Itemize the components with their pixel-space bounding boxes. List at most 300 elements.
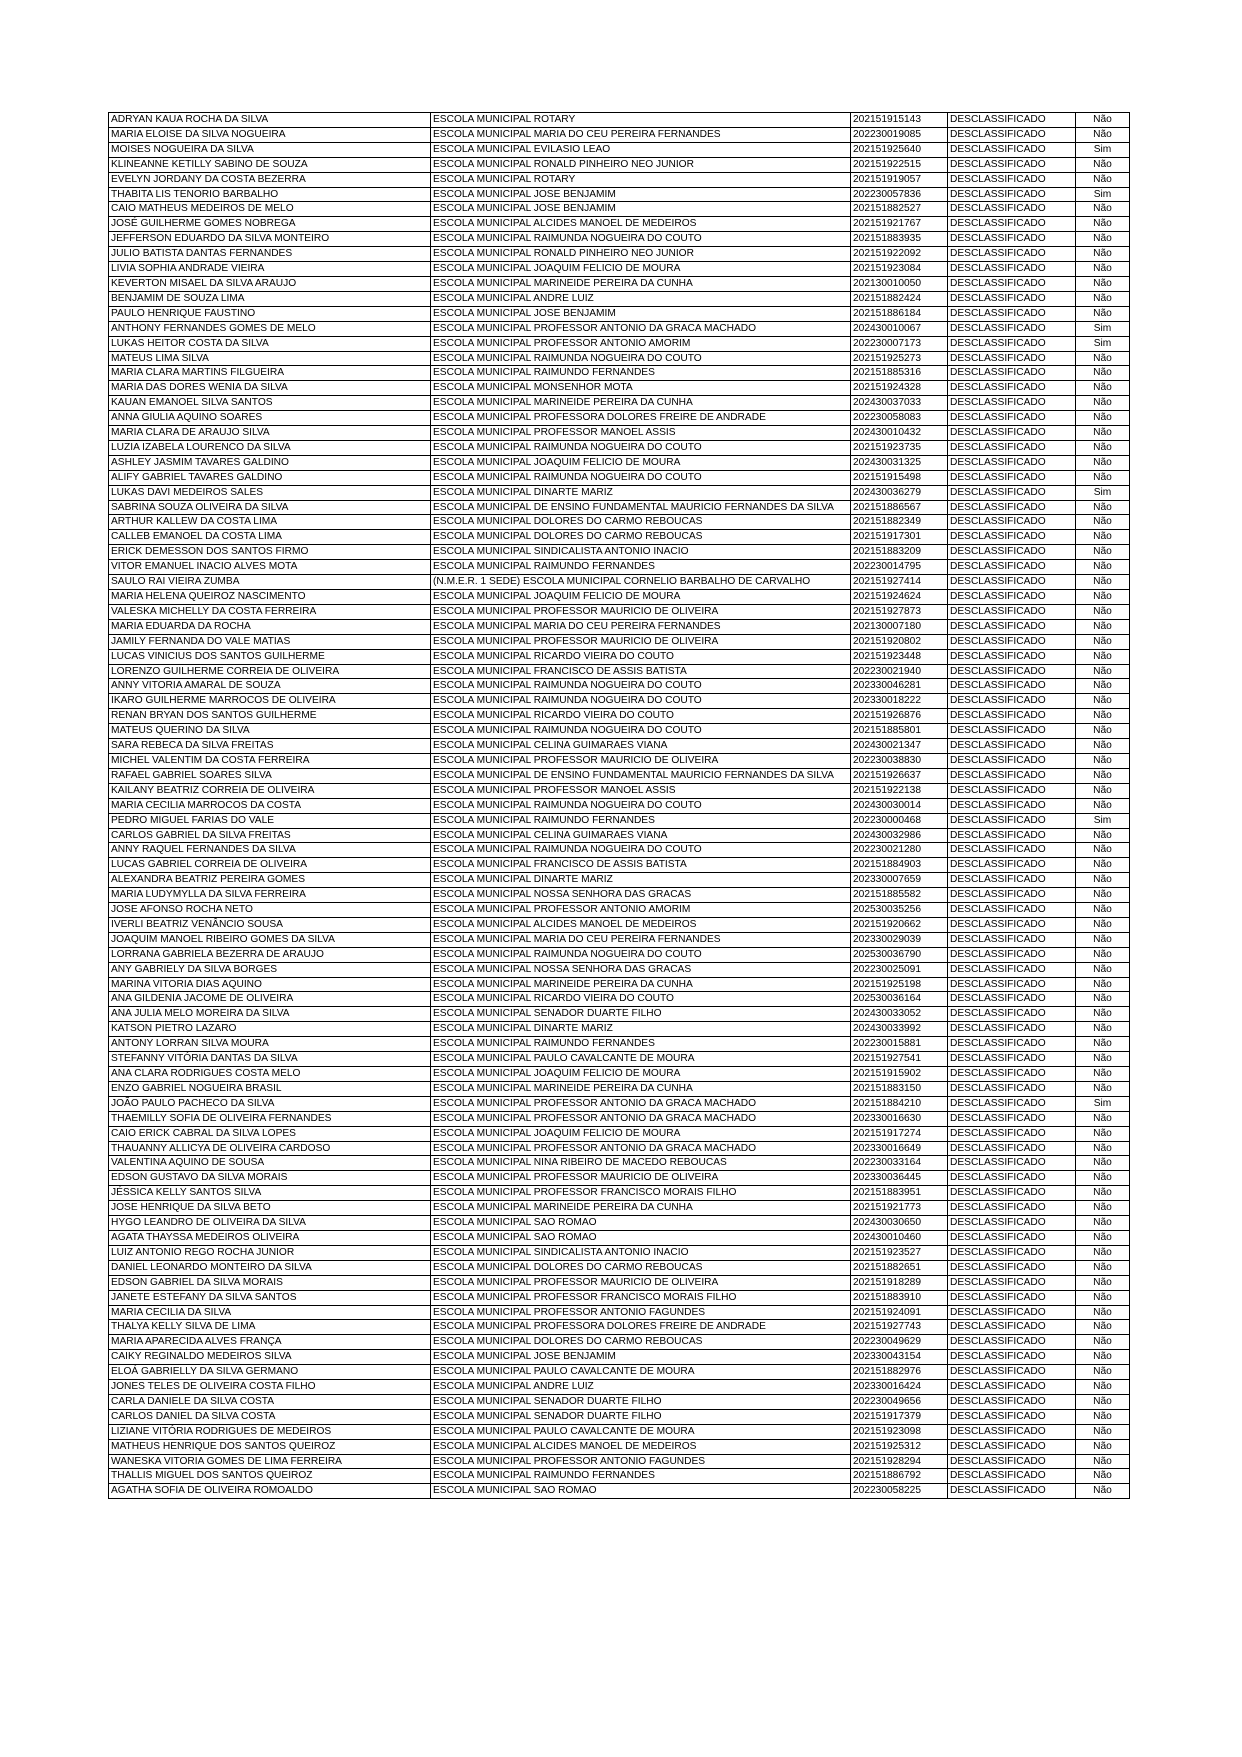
registration-id-cell: 202230019085 — [851, 127, 948, 142]
flag-cell: Não — [1076, 873, 1130, 888]
school-cell: ESCOLA MUNICIPAL RAIMUNDA NOGUEIRA DO COUTO — [431, 440, 851, 455]
registration-id-cell: 202130007180 — [851, 619, 948, 634]
status-cell: DESCLASSIFICADO — [948, 1022, 1076, 1037]
flag-cell: Não — [1076, 560, 1130, 575]
student-name-cell: MARIA EDUARDA DA ROCHA — [109, 619, 431, 634]
registration-id-cell: 202151923448 — [851, 649, 948, 664]
registration-id-cell: 202151922138 — [851, 783, 948, 798]
school-cell: ESCOLA MUNICIPAL MARIA DO CEU PEREIRA FERNANDES — [431, 619, 851, 634]
table-row — [109, 649, 1130, 664]
table-row — [109, 396, 1130, 411]
status-cell: DESCLASSIFICADO — [948, 1230, 1076, 1245]
flag-cell: Não — [1076, 604, 1130, 619]
student-name-cell: JOSE HENRIQUE DA SILVA BETO — [109, 1201, 431, 1216]
registration-id-cell: 202151928294 — [851, 1454, 948, 1469]
registration-id-cell: 202151883150 — [851, 1081, 948, 1096]
table-row — [109, 262, 1130, 277]
flag-cell: Não — [1076, 545, 1130, 560]
student-name-cell: JONES TELES DE OLIVEIRA COSTA FILHO — [109, 1380, 431, 1395]
registration-id-cell: 202151917301 — [851, 530, 948, 545]
table-row — [109, 1409, 1130, 1424]
school-cell: ESCOLA MUNICIPAL RAIMUNDA NOGUEIRA DO COUTO — [431, 798, 851, 813]
status-cell: DESCLASSIFICADO — [948, 560, 1076, 575]
flag-cell: Não — [1076, 753, 1130, 768]
status-cell: DESCLASSIFICADO — [948, 753, 1076, 768]
registration-id-cell: 202151884210 — [851, 1096, 948, 1111]
table-row — [109, 873, 1130, 888]
table-row — [109, 172, 1130, 187]
registration-id-cell: 202330029039 — [851, 932, 948, 947]
school-cell: ESCOLA MUNICIPAL RAIMUNDO FERNANDES — [431, 813, 851, 828]
flag-cell: Não — [1076, 634, 1130, 649]
flag-cell: Não — [1076, 1037, 1130, 1052]
flag-cell: Não — [1076, 217, 1130, 232]
school-cell: ESCOLA MUNICIPAL ANDRE LUIZ — [431, 1380, 851, 1395]
table-row — [109, 1394, 1130, 1409]
school-cell: ESCOLA MUNICIPAL PROFESSOR MANOEL ASSIS — [431, 783, 851, 798]
school-cell: ESCOLA MUNICIPAL DE ENSINO FUNDAMENTAL MAURICIO FERNANDES DA SILVA — [431, 500, 851, 515]
registration-id-cell: 202151885582 — [851, 888, 948, 903]
table-row — [109, 1484, 1130, 1499]
flag-cell: Não — [1076, 202, 1130, 217]
status-cell: DESCLASSIFICADO — [948, 276, 1076, 291]
registration-id-cell: 202530036790 — [851, 947, 948, 962]
status-cell: DESCLASSIFICADO — [948, 381, 1076, 396]
registration-id-cell: 202151885316 — [851, 366, 948, 381]
table-row — [109, 634, 1130, 649]
flag-cell: Não — [1076, 1171, 1130, 1186]
school-cell: ESCOLA MUNICIPAL FRANCISCO DE ASSIS BATISTA — [431, 858, 851, 873]
status-cell: DESCLASSIFICADO — [948, 768, 1076, 783]
table-row — [109, 530, 1130, 545]
status-cell: DESCLASSIFICADO — [948, 1245, 1076, 1260]
flag-cell: Não — [1076, 426, 1130, 441]
flag-cell: Não — [1076, 381, 1130, 396]
flag-cell: Não — [1076, 590, 1130, 605]
student-name-cell: ADRYAN KAUA ROCHA DA SILVA — [109, 113, 431, 128]
registration-id-cell: 202151925312 — [851, 1439, 948, 1454]
table-row — [109, 500, 1130, 515]
status-cell: DESCLASSIFICADO — [948, 917, 1076, 932]
student-name-cell: AGATHA SOFIA DE OLIVEIRA ROMOALDO — [109, 1484, 431, 1499]
flag-cell: Não — [1076, 127, 1130, 142]
registration-id-cell: 202151882527 — [851, 202, 948, 217]
school-cell: ESCOLA MUNICIPAL MONSENHOR MOTA — [431, 381, 851, 396]
table-row — [109, 1156, 1130, 1171]
student-name-cell: LUCAS VINICIUS DOS SANTOS GUILHERME — [109, 649, 431, 664]
registration-id-cell: 202151883951 — [851, 1186, 948, 1201]
status-cell: DESCLASSIFICADO — [948, 679, 1076, 694]
status-cell: DESCLASSIFICADO — [948, 500, 1076, 515]
status-cell: DESCLASSIFICADO — [948, 455, 1076, 470]
status-cell: DESCLASSIFICADO — [948, 634, 1076, 649]
status-cell: DESCLASSIFICADO — [948, 217, 1076, 232]
flag-cell: Não — [1076, 1216, 1130, 1231]
student-name-cell: EVELYN JORDANY DA COSTA BEZERRA — [109, 172, 431, 187]
school-cell: ESCOLA MUNICIPAL DOLORES DO CARMO REBOUCAS — [431, 515, 851, 530]
flag-cell: Não — [1076, 947, 1130, 962]
school-cell: ESCOLA MUNICIPAL JOSE BENJAMIM — [431, 187, 851, 202]
school-cell: ESCOLA MUNICIPAL RAIMUNDA NOGUEIRA DO COUTO — [431, 470, 851, 485]
registration-id-cell: 202230021280 — [851, 843, 948, 858]
status-cell: DESCLASSIFICADO — [948, 649, 1076, 664]
flag-cell: Sim — [1076, 336, 1130, 351]
flag-cell: Não — [1076, 113, 1130, 128]
student-name-cell: PEDRO MIGUEL FARIAS DO VALE — [109, 813, 431, 828]
flag-cell: Não — [1076, 962, 1130, 977]
flag-cell: Não — [1076, 1245, 1130, 1260]
status-cell: DESCLASSIFICADO — [948, 366, 1076, 381]
table-row — [109, 709, 1130, 724]
school-cell: ESCOLA MUNICIPAL PROFESSOR MANOEL ASSIS — [431, 426, 851, 441]
table-row — [109, 1260, 1130, 1275]
school-cell: ESCOLA MUNICIPAL PROFESSOR ANTONIO FAGUNDES — [431, 1454, 851, 1469]
table-row — [109, 575, 1130, 590]
status-cell: DESCLASSIFICADO — [948, 351, 1076, 366]
school-cell: ESCOLA MUNICIPAL DINARTE MARIZ — [431, 873, 851, 888]
student-name-cell: JULIO BATISTA DANTAS FERNANDES — [109, 247, 431, 262]
status-cell: DESCLASSIFICADO — [948, 127, 1076, 142]
student-name-cell: MATEUS QUERINO DA SILVA — [109, 724, 431, 739]
status-cell: DESCLASSIFICADO — [948, 1081, 1076, 1096]
school-cell: ESCOLA MUNICIPAL MARIA DO CEU PEREIRA FERNANDES — [431, 127, 851, 142]
registration-id-cell: 202430010432 — [851, 426, 948, 441]
student-name-cell: KATSON PIETRO LAZARO — [109, 1022, 431, 1037]
student-name-cell: ANNY RAQUEL FERNANDES DA SILVA — [109, 843, 431, 858]
table-row — [109, 1022, 1130, 1037]
student-name-cell: RENAN BRYAN DOS SANTOS GUILHERME — [109, 709, 431, 724]
school-cell: ESCOLA MUNICIPAL DOLORES DO CARMO REBOUCAS — [431, 1335, 851, 1350]
student-name-cell: JOSE AFONSO ROCHA NETO — [109, 903, 431, 918]
registration-id-cell: 202330043154 — [851, 1350, 948, 1365]
status-cell: DESCLASSIFICADO — [948, 142, 1076, 157]
student-name-cell: MICHEL VALENTIM DA COSTA FERREIRA — [109, 753, 431, 768]
student-name-cell: MARIA LUDYMYLLA DA SILVA FERREIRA — [109, 888, 431, 903]
student-name-cell: CARLOS GABRIEL DA SILVA FREITAS — [109, 828, 431, 843]
school-cell: ESCOLA MUNICIPAL PROFESSOR ANTONIO DA GRACA MACHADO — [431, 1111, 851, 1126]
school-cell: ESCOLA MUNICIPAL NOSSA SENHORA DAS GRACAS — [431, 888, 851, 903]
school-cell: ESCOLA MUNICIPAL PROFESSOR ANTONIO AMORIM — [431, 336, 851, 351]
table-row — [109, 515, 1130, 530]
table-row — [109, 217, 1130, 232]
flag-cell: Sim — [1076, 142, 1130, 157]
flag-cell: Não — [1076, 1007, 1130, 1022]
table-row — [109, 1067, 1130, 1082]
status-cell: DESCLASSIFICADO — [948, 157, 1076, 172]
school-cell: ESCOLA MUNICIPAL PAULO CAVALCANTE DE MOURA — [431, 1052, 851, 1067]
flag-cell: Não — [1076, 1022, 1130, 1037]
student-name-cell: CALLEB EMANOEL DA COSTA LIMA — [109, 530, 431, 545]
school-cell: ESCOLA MUNICIPAL RAIMUNDO FERNANDES — [431, 1469, 851, 1484]
status-cell: DESCLASSIFICADO — [948, 1335, 1076, 1350]
student-name-cell: PAULO HENRIQUE FAUSTINO — [109, 306, 431, 321]
registration-id-cell: 202151925640 — [851, 142, 948, 157]
table-row — [109, 1230, 1130, 1245]
student-name-cell: MARIA CECILIA MARROCOS DA COSTA — [109, 798, 431, 813]
table-row — [109, 1365, 1130, 1380]
flag-cell: Não — [1076, 366, 1130, 381]
registration-id-cell: 202151884903 — [851, 858, 948, 873]
table-row — [109, 783, 1130, 798]
status-cell: DESCLASSIFICADO — [948, 113, 1076, 128]
student-name-cell: JOAQUIM MANOEL RIBEIRO GOMES DA SILVA — [109, 932, 431, 947]
registration-id-cell: 202330046281 — [851, 679, 948, 694]
student-name-cell: LUKAS HEITOR COSTA DA SILVA — [109, 336, 431, 351]
status-cell: DESCLASSIFICADO — [948, 291, 1076, 306]
student-name-cell: JOÃO PAULO PACHECO DA SILVA — [109, 1096, 431, 1111]
flag-cell: Não — [1076, 694, 1130, 709]
flag-cell: Não — [1076, 351, 1130, 366]
registration-id-cell: 202151886792 — [851, 1469, 948, 1484]
flag-cell: Não — [1076, 1484, 1130, 1499]
flag-cell: Não — [1076, 1201, 1130, 1216]
table-row — [109, 545, 1130, 560]
school-cell: ESCOLA MUNICIPAL JOSE BENJAMIM — [431, 306, 851, 321]
table-row — [109, 306, 1130, 321]
school-cell: ESCOLA MUNICIPAL MARIA DO CEU PEREIRA FERNANDES — [431, 932, 851, 947]
registration-id-cell: 202151882349 — [851, 515, 948, 530]
school-cell: ESCOLA MUNICIPAL RICARDO VIEIRA DO COUTO — [431, 649, 851, 664]
status-cell: DESCLASSIFICADO — [948, 858, 1076, 873]
status-cell: DESCLASSIFICADO — [948, 321, 1076, 336]
school-cell: ESCOLA MUNICIPAL PROFESSOR ANTONIO DA GRACA MACHADO — [431, 1141, 851, 1156]
table-row — [109, 768, 1130, 783]
flag-cell: Não — [1076, 262, 1130, 277]
student-name-cell: LORENZO GUILHERME CORREIA DE OLIVEIRA — [109, 664, 431, 679]
student-name-cell: EDSON GABRIEL DA SILVA MORAIS — [109, 1275, 431, 1290]
flag-cell: Não — [1076, 1439, 1130, 1454]
student-name-cell: MARIA APARECIDA ALVES FRANÇA — [109, 1335, 431, 1350]
school-cell: (N.M.E.R. 1 SEDE) ESCOLA MUNICIPAL CORNELIO BARBALHO DE CARVALHO — [431, 575, 851, 590]
flag-cell: Não — [1076, 1275, 1130, 1290]
student-name-cell: JAMILY FERNANDA DO VALE MATIAS — [109, 634, 431, 649]
status-cell: DESCLASSIFICADO — [948, 515, 1076, 530]
flag-cell: Sim — [1076, 321, 1130, 336]
student-name-cell: SARA REBECA DA SILVA FREITAS — [109, 739, 431, 754]
status-cell: DESCLASSIFICADO — [948, 1156, 1076, 1171]
table-row — [109, 947, 1130, 962]
registration-id-cell: 202151917379 — [851, 1409, 948, 1424]
registration-id-cell: 202330007659 — [851, 873, 948, 888]
flag-cell: Não — [1076, 276, 1130, 291]
student-name-cell: LUKAS DAVI MEDEIROS SALES — [109, 485, 431, 500]
flag-cell: Não — [1076, 798, 1130, 813]
status-cell: DESCLASSIFICADO — [948, 1171, 1076, 1186]
status-cell: DESCLASSIFICADO — [948, 1037, 1076, 1052]
student-name-cell: MATEUS LIMA SILVA — [109, 351, 431, 366]
status-cell: DESCLASSIFICADO — [948, 694, 1076, 709]
student-name-cell: THAEMILLY SOFIA DE OLIVEIRA FERNANDES — [109, 1111, 431, 1126]
table-row — [109, 1081, 1130, 1096]
registration-id-cell: 202151927873 — [851, 604, 948, 619]
table-row — [109, 1305, 1130, 1320]
status-cell: DESCLASSIFICADO — [948, 1320, 1076, 1335]
registration-id-cell: 202430036279 — [851, 485, 948, 500]
flag-cell: Não — [1076, 455, 1130, 470]
school-cell: ESCOLA MUNICIPAL RICARDO VIEIRA DO COUTO — [431, 992, 851, 1007]
school-cell: ESCOLA MUNICIPAL MARINEIDE PEREIRA DA CUNHA — [431, 1201, 851, 1216]
registration-id-cell: 202151920802 — [851, 634, 948, 649]
school-cell: ESCOLA MUNICIPAL RAIMUNDA NOGUEIRA DO COUTO — [431, 843, 851, 858]
table-row — [109, 992, 1130, 1007]
school-cell: ESCOLA MUNICIPAL RAIMUNDA NOGUEIRA DO COUTO — [431, 724, 851, 739]
student-name-cell: MARIA CECILIA DA SILVA — [109, 1305, 431, 1320]
status-cell: DESCLASSIFICADO — [948, 798, 1076, 813]
table-row — [109, 739, 1130, 754]
results-table-body — [109, 113, 1130, 1499]
student-name-cell: VITOR EMANUEL INACIO ALVES MOTA — [109, 560, 431, 575]
school-cell: ESCOLA MUNICIPAL PROFESSORA DOLORES FREIRE DE ANDRADE — [431, 1320, 851, 1335]
table-row — [109, 127, 1130, 142]
school-cell: ESCOLA MUNICIPAL DE ENSINO FUNDAMENTAL MAURICIO FERNANDES DA SILVA — [431, 768, 851, 783]
flag-cell: Não — [1076, 888, 1130, 903]
table-row — [109, 1052, 1130, 1067]
registration-id-cell: 202230014795 — [851, 560, 948, 575]
flag-cell: Não — [1076, 664, 1130, 679]
registration-id-cell: 202151922092 — [851, 247, 948, 262]
school-cell: ESCOLA MUNICIPAL RAIMUNDA NOGUEIRA DO COUTO — [431, 679, 851, 694]
table-row — [109, 977, 1130, 992]
registration-id-cell: 202151886184 — [851, 306, 948, 321]
table-row — [109, 1439, 1130, 1454]
student-name-cell: KLINEANNE KETILLY SABINO DE SOUZA — [109, 157, 431, 172]
results-table — [108, 112, 1130, 1499]
school-cell: ESCOLA MUNICIPAL PROFESSOR ANTONIO FAGUNDES — [431, 1305, 851, 1320]
table-row — [109, 1454, 1130, 1469]
school-cell: ESCOLA MUNICIPAL RAIMUNDA NOGUEIRA DO COUTO — [431, 351, 851, 366]
student-name-cell: SAULO RAI VIEIRA ZUMBA — [109, 575, 431, 590]
table-row — [109, 351, 1130, 366]
flag-cell: Não — [1076, 932, 1130, 947]
status-cell: DESCLASSIFICADO — [948, 888, 1076, 903]
school-cell: ESCOLA MUNICIPAL MARINEIDE PEREIRA DA CUNHA — [431, 276, 851, 291]
registration-id-cell: 202430030650 — [851, 1216, 948, 1231]
status-cell: DESCLASSIFICADO — [948, 1484, 1076, 1499]
student-name-cell: THALYA KELLY SILVA DE LIMA — [109, 1320, 431, 1335]
registration-id-cell: 202151924624 — [851, 590, 948, 605]
table-row — [109, 604, 1130, 619]
table-row — [109, 1096, 1130, 1111]
status-cell: DESCLASSIFICADO — [948, 1007, 1076, 1022]
status-cell: DESCLASSIFICADO — [948, 1216, 1076, 1231]
table-row — [109, 1245, 1130, 1260]
student-name-cell: HYGO LEANDRO DE OLIVEIRA DA SILVA — [109, 1216, 431, 1231]
student-name-cell: VALENTINA AQUINO DE SOUSA — [109, 1156, 431, 1171]
table-row — [109, 232, 1130, 247]
registration-id-cell: 202151922515 — [851, 157, 948, 172]
flag-cell: Não — [1076, 575, 1130, 590]
registration-id-cell: 202151925273 — [851, 351, 948, 366]
table-row — [109, 291, 1130, 306]
registration-id-cell: 202151927743 — [851, 1320, 948, 1335]
registration-id-cell: 202151927414 — [851, 575, 948, 590]
flag-cell: Não — [1076, 470, 1130, 485]
flag-cell: Não — [1076, 843, 1130, 858]
flag-cell: Não — [1076, 291, 1130, 306]
school-cell: ESCOLA MUNICIPAL ALCIDES MANOEL DE MEDEIROS — [431, 217, 851, 232]
student-name-cell: MARIA ELOISE DA SILVA NOGUEIRA — [109, 127, 431, 142]
student-name-cell: MARIA CLARA MARTINS FILGUEIRA — [109, 366, 431, 381]
table-row — [109, 426, 1130, 441]
status-cell: DESCLASSIFICADO — [948, 187, 1076, 202]
table-row — [109, 858, 1130, 873]
registration-id-cell: 202151927541 — [851, 1052, 948, 1067]
flag-cell: Não — [1076, 306, 1130, 321]
student-name-cell: RAFAEL GABRIEL SOARES SILVA — [109, 768, 431, 783]
student-name-cell: CARLA DANIELE DA SILVA COSTA — [109, 1394, 431, 1409]
student-name-cell: CAIO MATHEUS MEDEIROS DE MELO — [109, 202, 431, 217]
status-cell: DESCLASSIFICADO — [948, 262, 1076, 277]
student-name-cell: THAUANNY ALLICYA DE OLIVEIRA CARDOSO — [109, 1141, 431, 1156]
status-cell: DESCLASSIFICADO — [948, 575, 1076, 590]
registration-id-cell: 202230033164 — [851, 1156, 948, 1171]
flag-cell: Não — [1076, 709, 1130, 724]
flag-cell: Não — [1076, 530, 1130, 545]
table-row — [109, 336, 1130, 351]
status-cell: DESCLASSIFICADO — [948, 1275, 1076, 1290]
status-cell: DESCLASSIFICADO — [948, 977, 1076, 992]
status-cell: DESCLASSIFICADO — [948, 590, 1076, 605]
status-cell: DESCLASSIFICADO — [948, 1096, 1076, 1111]
student-name-cell: ANTHONY FERNANDES GOMES DE MELO — [109, 321, 431, 336]
student-name-cell: LIZIANE VITÓRIA RODRIGUES DE MEDEIROS — [109, 1424, 431, 1439]
student-name-cell: MARIA CLARA DE ARAUJO SILVA — [109, 426, 431, 441]
table-row — [109, 157, 1130, 172]
school-cell: ESCOLA MUNICIPAL RAIMUNDA NOGUEIRA DO COUTO — [431, 232, 851, 247]
registration-id-cell: 202151923527 — [851, 1245, 948, 1260]
table-row — [109, 455, 1130, 470]
status-cell: DESCLASSIFICADO — [948, 336, 1076, 351]
status-cell: DESCLASSIFICADO — [948, 1439, 1076, 1454]
table-row — [109, 1216, 1130, 1231]
flag-cell: Não — [1076, 1394, 1130, 1409]
registration-id-cell: 202230058083 — [851, 411, 948, 426]
student-name-cell: ENZO GABRIEL NOGUEIRA BRASIL — [109, 1081, 431, 1096]
registration-id-cell: 202151923735 — [851, 440, 948, 455]
flag-cell: Não — [1076, 1469, 1130, 1484]
flag-cell: Sim — [1076, 1096, 1130, 1111]
school-cell: ESCOLA MUNICIPAL FRANCISCO DE ASSIS BATISTA — [431, 664, 851, 679]
status-cell: DESCLASSIFICADO — [948, 306, 1076, 321]
table-row — [109, 843, 1130, 858]
flag-cell: Não — [1076, 977, 1130, 992]
registration-id-cell: 202230038830 — [851, 753, 948, 768]
student-name-cell: CAIKY REGINALDO MEDEIROS SILVA — [109, 1350, 431, 1365]
flag-cell: Não — [1076, 619, 1130, 634]
registration-id-cell: 202530035256 — [851, 903, 948, 918]
table-row — [109, 932, 1130, 947]
flag-cell: Não — [1076, 1424, 1130, 1439]
table-row — [109, 276, 1130, 291]
school-cell: ESCOLA MUNICIPAL ALCIDES MANOEL DE MEDEIROS — [431, 917, 851, 932]
school-cell: ESCOLA MUNICIPAL PROFESSOR ANTONIO DA GRACA MACHADO — [431, 1096, 851, 1111]
registration-id-cell: 202151886567 — [851, 500, 948, 515]
student-name-cell: ARTHUR KALLEW DA COSTA LIMA — [109, 515, 431, 530]
registration-id-cell: 202151921773 — [851, 1201, 948, 1216]
flag-cell: Não — [1076, 1067, 1130, 1082]
student-name-cell: JOSÉ GUILHERME GOMES NOBREGA — [109, 217, 431, 232]
flag-cell: Não — [1076, 858, 1130, 873]
school-cell: ESCOLA MUNICIPAL RICARDO VIEIRA DO COUTO — [431, 709, 851, 724]
student-name-cell: MARINA VITORIA DIAS AQUINO — [109, 977, 431, 992]
school-cell: ESCOLA MUNICIPAL PAULO CAVALCANTE DE MOURA — [431, 1424, 851, 1439]
table-row — [109, 724, 1130, 739]
registration-id-cell: 202151926876 — [851, 709, 948, 724]
table-row — [109, 962, 1130, 977]
status-cell: DESCLASSIFICADO — [948, 962, 1076, 977]
registration-id-cell: 202230000468 — [851, 813, 948, 828]
table-row — [109, 917, 1130, 932]
